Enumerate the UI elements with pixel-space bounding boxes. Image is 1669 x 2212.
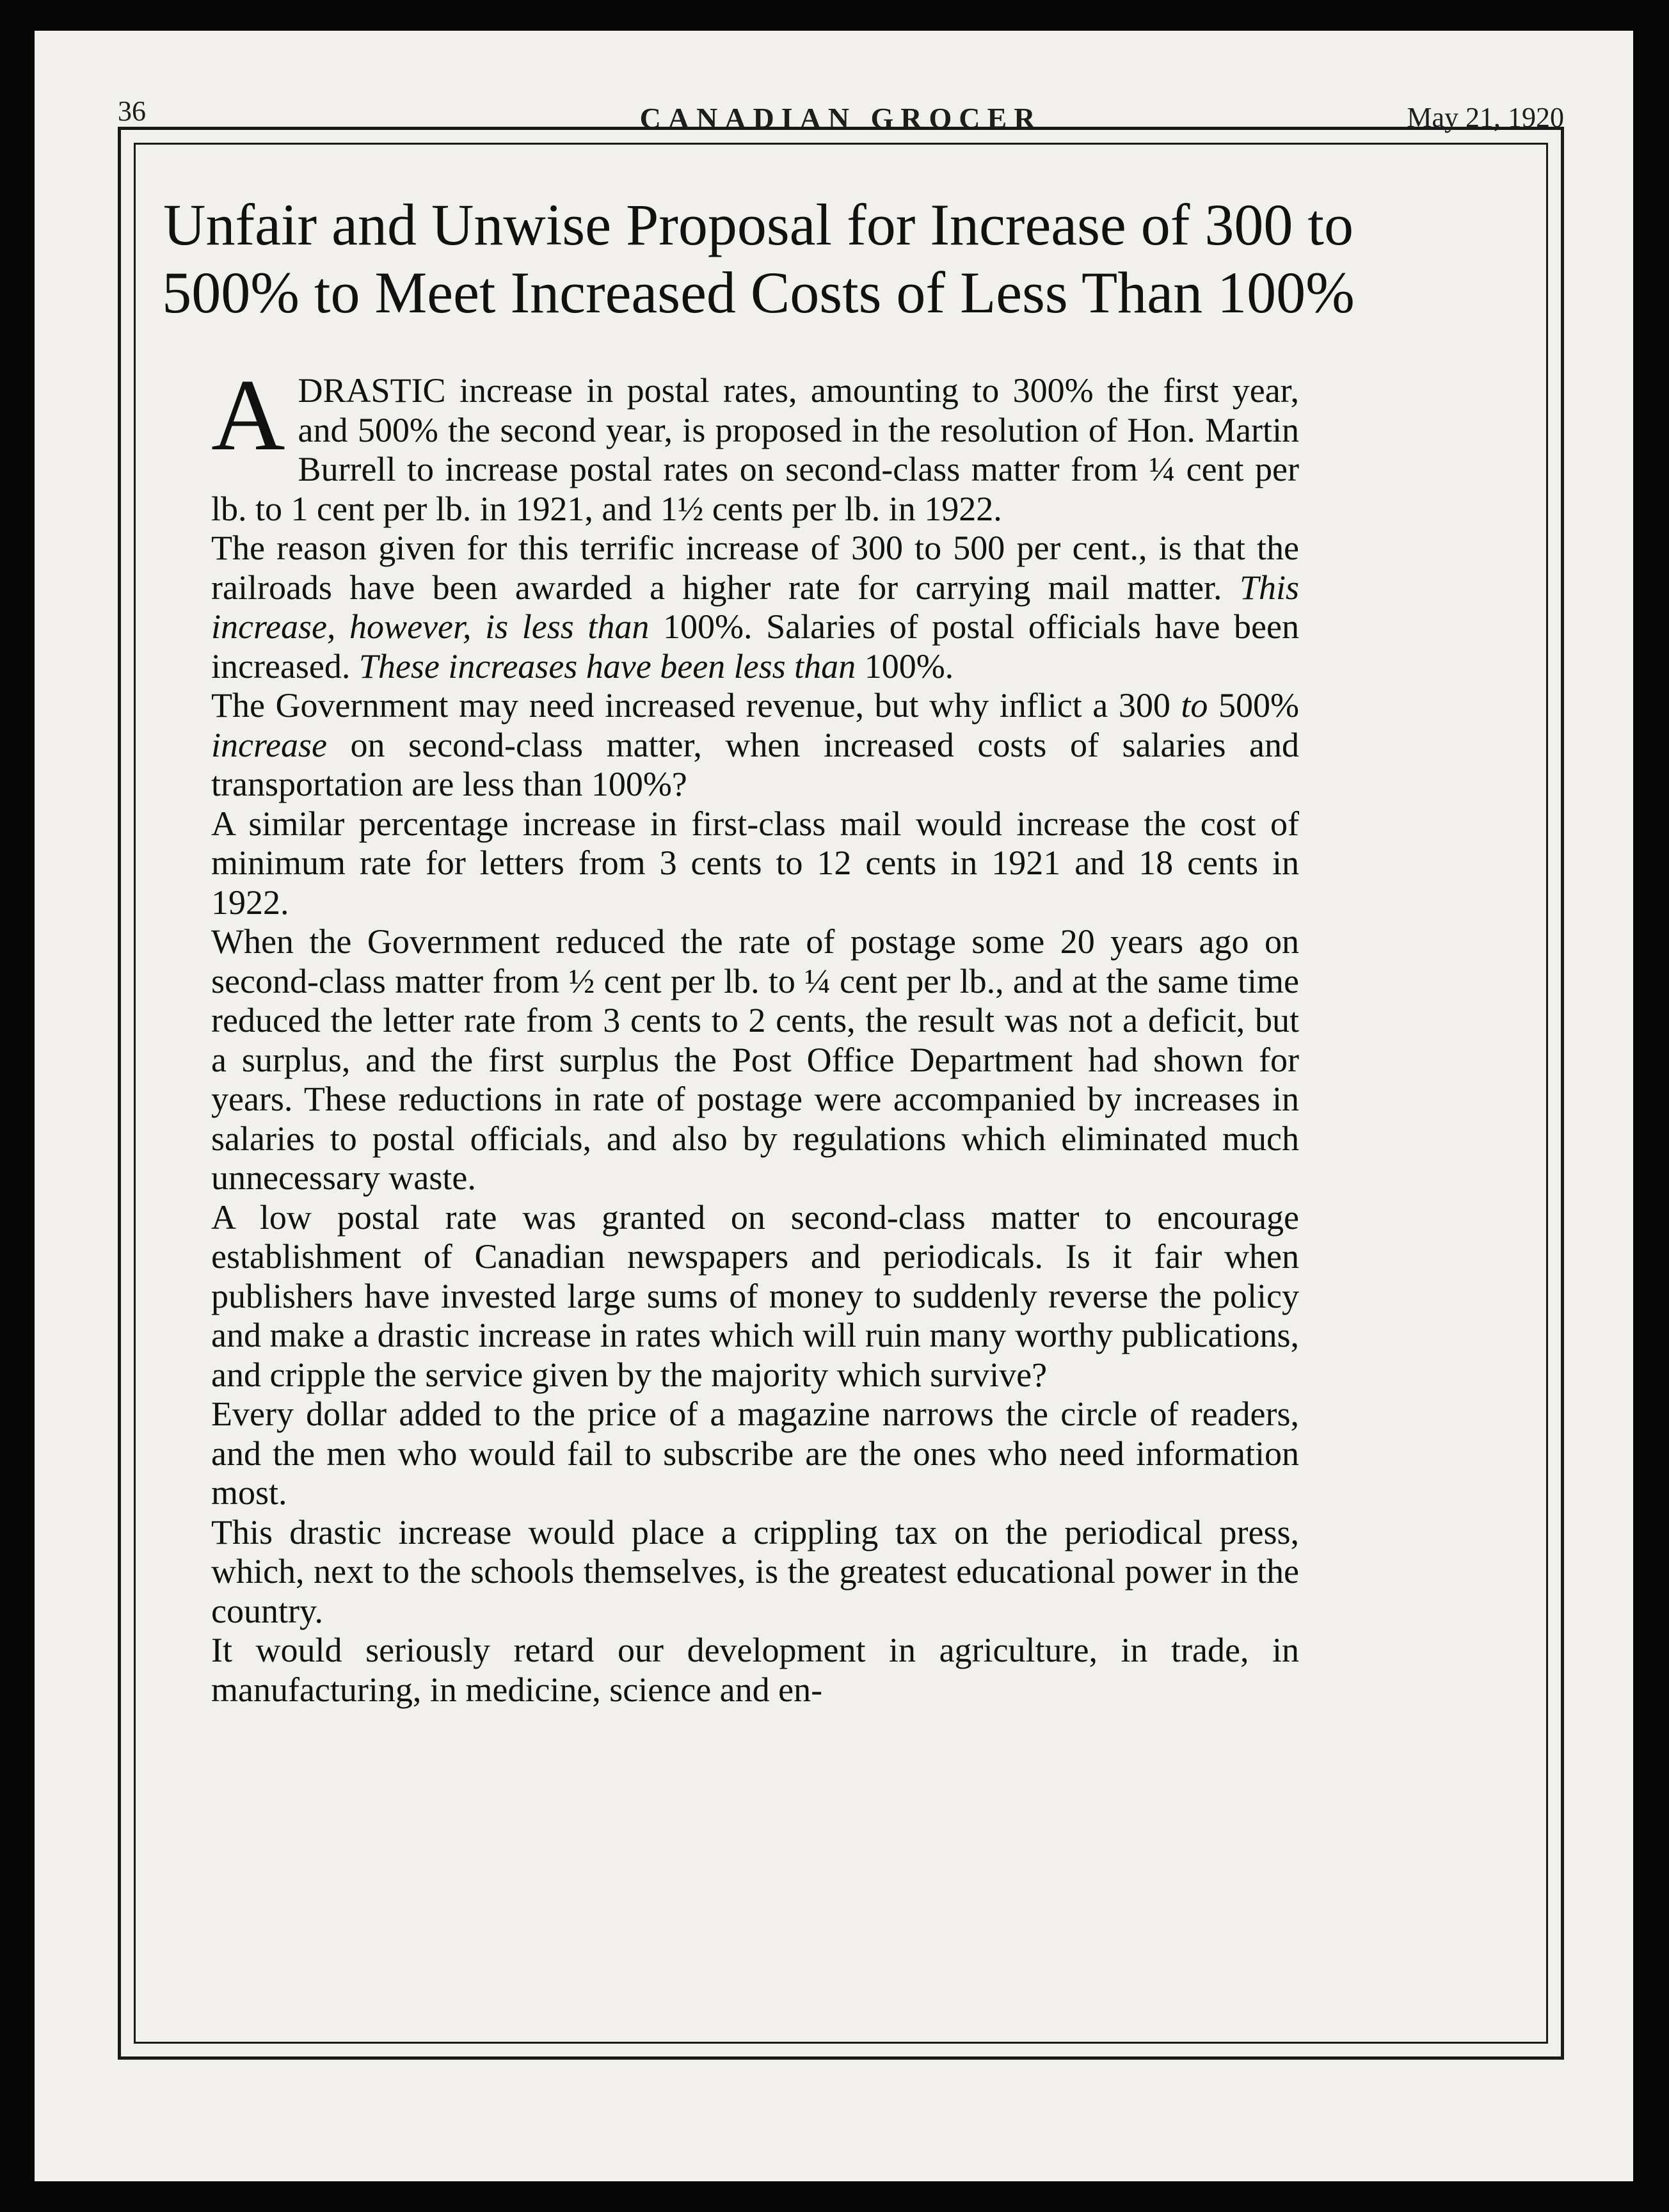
paragraph-text: on second-class matter, when increased costs of salaries and transportation are less than 100%? — [211, 725, 1299, 803]
paragraph: It would seriously retard our development in agriculture, in trade, in manufacturing, in medicine, science and en- — [211, 1631, 1299, 1709]
page-number: 36 — [118, 95, 146, 127]
paragraph-text: The reason given for this terrific increase of 300 to 500 per cent., is that the railroads have been awarded a higher rate for carrying mail matter. — [211, 529, 1299, 607]
paragraph: When the Government reduced the rate of postage some 20 years ago on second-class matter from ½ cent per lb. to ¼ cent per lb., and at the same time reduced the letter rate from 3 cents to 2 cents, the result was not a deficit, but a surplus, and the first surplus the Post Office Department had shown for years. These reductions in rate of postage were accompanied by increases in salaries to postal officials, and also by regulations which eliminated much unnecessary waste. — [211, 922, 1299, 1197]
article — [162, 191, 1355, 1710]
article-headline: Unfair and Unwise Proposal for Increase of 300 to 500% to Meet Increased Costs of Less Than 100% — [162, 192, 1355, 325]
publication-title: CANADIAN GROCER — [639, 102, 1042, 134]
paragraph: A low postal rate was granted on second-class matter to encourage establishment of Canadian newspapers and periodicals. Is it fair when publishers have invested large sums of money to suddenly reverse the policy and make a drastic increase in rates which will ruin many worthy publications, and cripple the service given by the majority which survive? — [211, 1198, 1299, 1394]
drop-cap: A — [211, 358, 285, 472]
issue-date: May 21, 1920 — [1407, 102, 1564, 133]
italic-text: to — [1181, 686, 1208, 725]
page-header — [118, 63, 1564, 133]
italic-text: These increases have been less than — [358, 646, 856, 685]
italic-text: This increase, however, is less than — [211, 568, 1299, 646]
paragraph-text: 100%. — [864, 646, 954, 685]
italic-text: increase — [211, 725, 327, 764]
paragraph: A similar percentage increase in first-class mail would increase the cost of minimum rate for letters from 3 cents to 12 cents in 1921 and 18 cents in 1922. — [211, 804, 1299, 922]
paragraph — [211, 358, 1299, 529]
paragraph-text: 100%. Salaries of postal officials have been increased. — [211, 607, 1299, 685]
paragraph-text: DRASTIC increase in postal rates, amounting to 300% the first year, and 500% the second year, is proposed in the resolution of Hon. Martin Burrell to increase postal rates on second-class matter from ¼ cent per lb. to 1 cent per lb. in 1921, and 1½ cents per lb. in 1922. — [211, 371, 1299, 528]
paragraph — [211, 686, 1299, 805]
paragraph-text: The Government may need increased revenue, but why inflict a 300 — [211, 686, 1170, 725]
paragraph-text: 500% — [1218, 686, 1300, 725]
article-body — [211, 358, 1300, 1710]
paragraph — [211, 529, 1299, 686]
paragraph: This drastic increase would place a crippling tax on the periodical press, which, next to the schools themselves, is the greatest educational power in the country. — [211, 1512, 1299, 1630]
paragraph: Every dollar added to the price of a magazine narrows the circle of readers, and the men who would fail to subscribe are the ones who need information most. — [211, 1395, 1299, 1512]
